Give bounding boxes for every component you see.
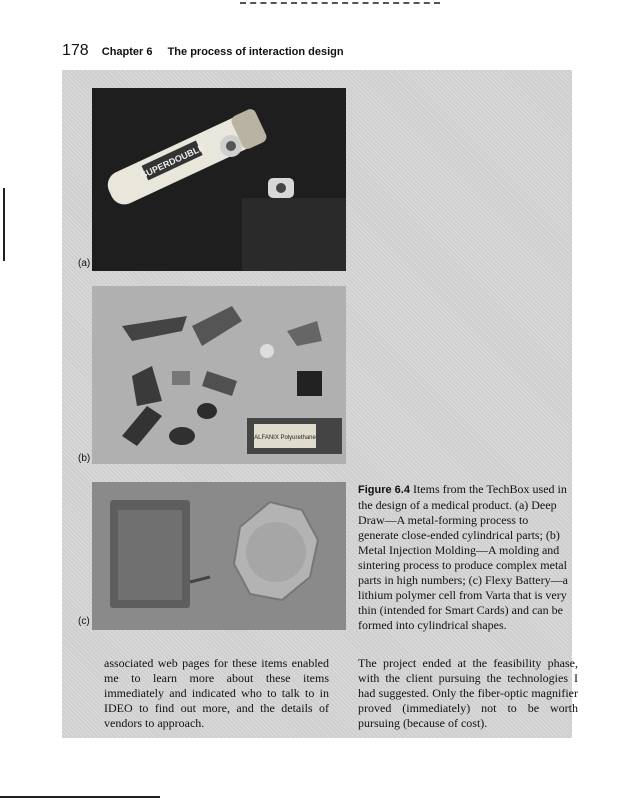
figure-caption (358, 482, 568, 633)
chapter-title: The process of interaction design (167, 46, 344, 58)
photo-deep-draw (92, 88, 346, 271)
page-number: 178 (62, 42, 89, 59)
battery-coin-illustration (92, 482, 346, 630)
molded-parts-illustration (92, 286, 346, 464)
photo-metal-injection-molding (92, 286, 346, 464)
running-header (62, 42, 344, 60)
panel-label-c: (c) (78, 616, 90, 627)
body-text-right: The project ended at the feasibility phase, with the client pursuing the technologies I had suggested. Only the fiber-optic magnifier proved (immediately) not to be worth pursuing (because of cost). (358, 656, 578, 730)
body-text-left: associated web pages for these items enabled me to learn more about these items immediately and indicated who to talk to in IDEO to find out more, and the details of vendors to approach. (104, 656, 329, 730)
caption-text: Items from the TechBox used in the design of a medical product. (a) Deep Draw—A metal-forming process to generate close-ended cylindrical parts; (b) Metal Injection Molding—A molding and sintering process to produce complex metal parts in high numbers; (c) Flexy Battery—a lithium polymer cell from Varta that is very thin (intended for Smart Cards) and can be formed into cylindrical shapes. (358, 482, 568, 632)
box-label: ALFANIX Polyurethane (254, 435, 316, 441)
deep-draw-illustration (92, 88, 346, 271)
tube-label: SUPERDOUBLE (139, 142, 206, 181)
chapter-label: Chapter 6 (101, 46, 153, 58)
margin-rule (3, 188, 5, 261)
photo-flexy-battery (92, 482, 346, 630)
top-dashed-rule (240, 2, 440, 6)
footer-rule (0, 796, 160, 798)
panel-label-b: (b) (78, 453, 91, 464)
figure-number: Figure 6.4 (358, 484, 410, 496)
panel-label-a: (a) (78, 258, 91, 269)
